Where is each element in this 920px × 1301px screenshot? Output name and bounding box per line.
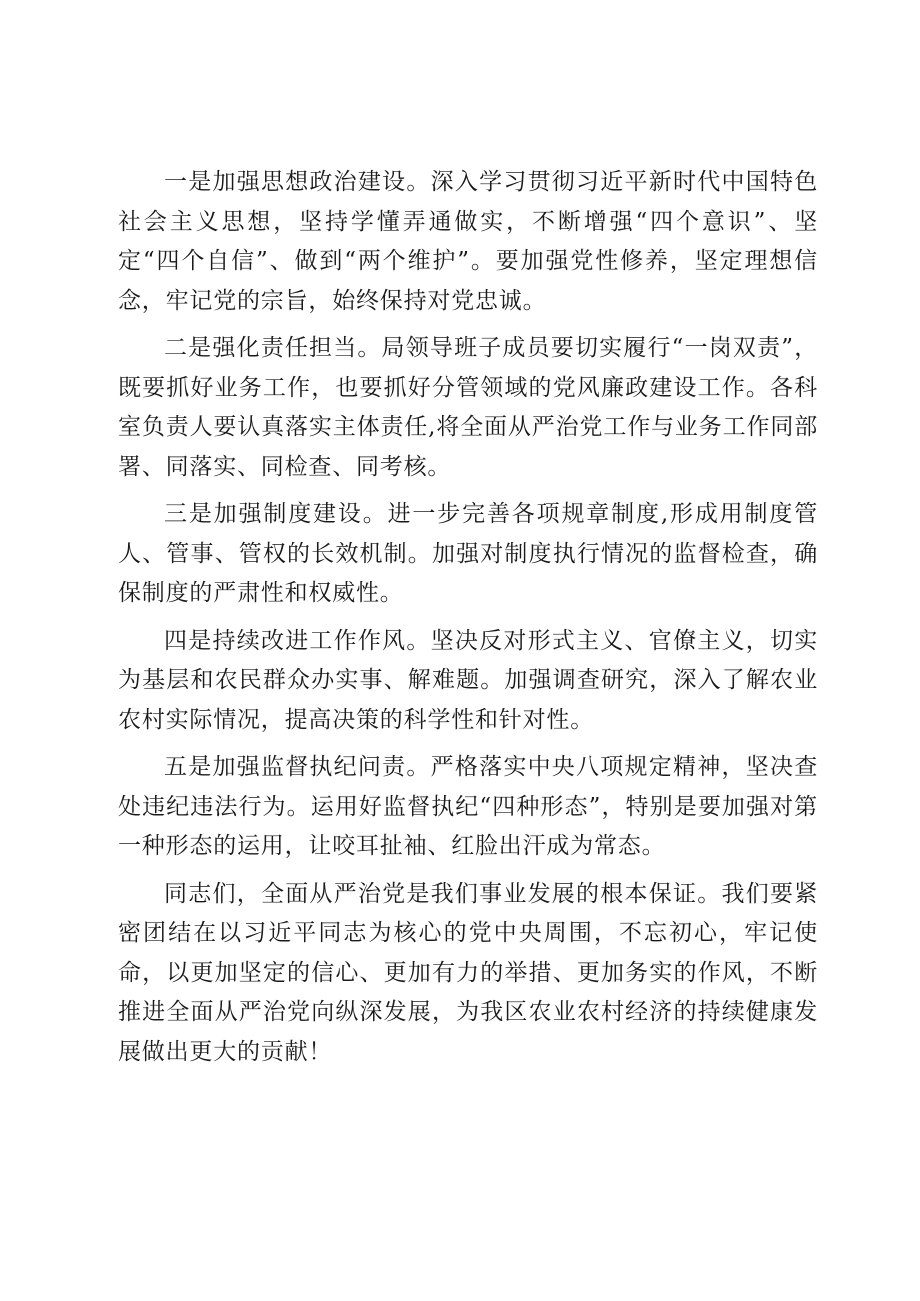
paragraph-conclusion: 同志们，全面从严治党是我们事业发展的根本保证。我们要紧密团结在以习近平同志为核心的党中央周围，不忘初心，牢记使命，以更加坚定的信心、更加有力的举措、更加务实的作风，不断推进全面从严治党向纵深发展，为我区农业农村经济的持续健康发展做出更大的贡献！	[118, 880, 818, 1065]
paragraph-responsibility: 二是强化责任担当。局领导班子成员要切实履行“一岗双责”，既要抓好业务工作，也要抓好分管领域的党风廉政建设工作。各科室负责人要认真落实主体责任,将全面从严治党工作与业务工作同部署、同落实、同检查、同考核。	[118, 335, 818, 480]
paragraph-work-style: 四是持续改进工作作风。坚决反对形式主义、官僚主义，切实为基层和农民群众办实事、解难题。加强调查研究，深入了解农业农村实际情况，提高决策的科学性和针对性。	[118, 627, 818, 733]
paragraph-supervision: 五是加强监督执纪问责。严格落实中央八项规定精神，坚决查处违纪违法行为。运用好监督执纪“四种形态”，特别是要加强对第一种形态的运用，让咬耳扯袖、红脸出汗成为常态。	[118, 754, 818, 859]
document-body	[118, 163, 818, 1080]
paragraph-institutions: 三是加强制度建设。进一步完善各项规章制度,形成用制度管人、管事、管权的长效机制。加强对制度执行情况的监督检查，确保制度的严肃性和权威性。	[118, 501, 818, 606]
paragraph-ideology: 一是加强思想政治建设。深入学习贯彻习近平新时代中国特色社会主义思想，坚持学懂弄通做实，不断增强“四个意识”、坚定“四个自信”、做到“两个维护”。要加强党性修养，坚定理想信念，牢记党的宗旨，始终保持对党忠诚。	[118, 169, 818, 314]
